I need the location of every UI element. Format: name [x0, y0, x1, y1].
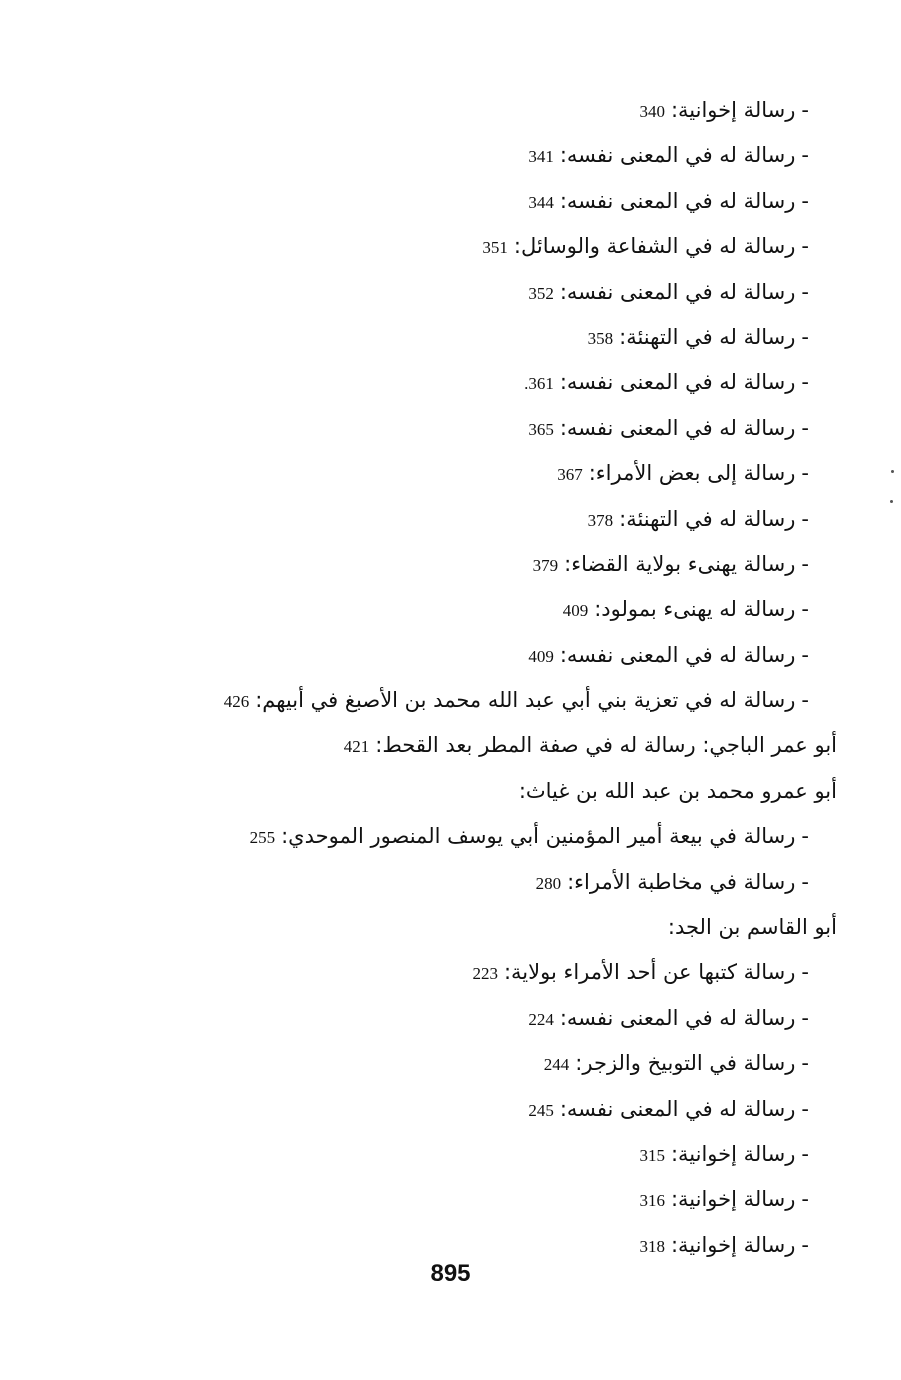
index-entry: [57, 133, 837, 178]
page-reference: 280: [535, 873, 562, 893]
entry-text: أبو القاسم بن الجد:: [667, 915, 837, 940]
entry-text: رسالة له في التهنئة:: [619, 506, 796, 531]
index-entry: [57, 315, 837, 360]
index-entry: [57, 360, 837, 405]
entry-marker: -: [801, 551, 809, 576]
page-reference: 255: [249, 828, 276, 848]
entry-marker: -: [801, 279, 809, 304]
entry-text: رسالة له في المعنى نفسه:: [559, 642, 796, 667]
page-reference: 367: [557, 465, 583, 485]
entry-text: رسالة إخوانية:: [670, 98, 796, 122]
page-reference: 358: [587, 328, 614, 348]
page-reference: 426: [223, 692, 250, 712]
page-reference: 361.: [524, 374, 554, 394]
page-reference: 365: [528, 419, 554, 439]
index-entry: [57, 88, 837, 133]
page-reference: 316: [639, 1191, 665, 1211]
entry-marker: -: [801, 1232, 809, 1257]
entry-marker: -: [801, 1005, 809, 1030]
index-entry: [57, 451, 837, 496]
entry-marker: -: [801, 1141, 809, 1166]
entry-marker: -: [801, 1187, 809, 1212]
page-reference: 352: [528, 283, 554, 303]
entry-marker: -: [801, 98, 809, 122]
index-heading-entry: [57, 905, 837, 950]
entry-marker: -: [801, 1051, 809, 1076]
entry-text: رسالة في مخاطبة الأمراء:: [567, 869, 796, 894]
entry-marker: -: [801, 597, 809, 622]
entry-text: رسالة له في المعنى نفسه:: [559, 1096, 796, 1121]
entry-marker: -: [801, 370, 809, 395]
index-entry: [57, 587, 837, 632]
entry-text: رسالة له في المعنى نفسه:: [559, 188, 796, 213]
page-reference: 341: [528, 147, 554, 167]
entry-text: رسالة له في التهنئة:: [619, 324, 796, 349]
index-entry: [57, 814, 837, 859]
page-reference: 421: [343, 737, 370, 757]
entry-marker: -: [801, 1096, 809, 1121]
entry-marker: -: [801, 824, 809, 849]
entry-text: رسالة يهنىء بولاية القضاء:: [564, 551, 796, 576]
entry-text: رسالة في التوبيخ والزجر:: [575, 1051, 796, 1076]
index-entry: [57, 678, 837, 723]
entry-text: رسالة في بيعة أمير المؤمنين أبي يوسف المنصور الموحدي:: [281, 824, 796, 849]
entry-text: أبو عمرو محمد بن عبد الله بن غياث:: [518, 778, 837, 803]
entry-marker: -: [801, 642, 809, 667]
entry-marker: -: [801, 415, 809, 440]
entry-text: رسالة إخوانية:: [670, 1187, 796, 1212]
page-reference: 224: [528, 1009, 554, 1029]
page-reference: 409: [562, 601, 589, 621]
index-entry: [57, 633, 837, 678]
entry-text: رسالة له في الشفاعة والوسائل:: [513, 234, 796, 259]
index-entry: [57, 1041, 837, 1086]
index-entry: [57, 860, 837, 905]
page-reference: 315: [639, 1145, 665, 1165]
entry-marker: -: [801, 506, 809, 531]
page-reference: 351: [482, 238, 508, 258]
entry-text: رسالة إلى بعض الأمراء:: [588, 461, 796, 486]
entry-text: رسالة له في المعنى نفسه:: [559, 1005, 796, 1030]
scan-speck: [890, 500, 893, 503]
entry-text: رسالة كتبها عن أحد الأمراء بولاية:: [503, 960, 796, 985]
index-entry: [57, 1132, 837, 1177]
index-heading-entry: [57, 769, 837, 814]
index-entry: [57, 497, 837, 542]
page-reference: 378: [587, 510, 614, 530]
scan-speck: [891, 470, 894, 473]
entry-marker: -: [801, 461, 809, 486]
index-entry: [57, 1087, 837, 1132]
page-reference: 379: [532, 555, 559, 575]
entry-text: رسالة له يهنىء بمولود:: [594, 597, 796, 622]
entry-marker: -: [801, 960, 809, 985]
page-reference: 318: [639, 1236, 665, 1256]
entry-marker: -: [801, 324, 809, 349]
index-entry: [57, 270, 837, 315]
page-reference: 244: [543, 1055, 570, 1075]
page-reference: 223: [472, 964, 498, 984]
entry-text: أبو عمر الباجي: رسالة له في صفة المطر بعد القحط:: [375, 733, 837, 758]
entry-text: رسالة له في المعنى نفسه:: [559, 143, 796, 168]
entry-text: رسالة له في المعنى نفسه:: [559, 279, 796, 304]
index-entry: [57, 950, 837, 995]
page-reference: 340: [639, 102, 665, 121]
entry-text: رسالة له في تعزية بني أبي عبد الله محمد بن الأصبغ في أبيهم:: [255, 688, 796, 713]
index-entry: [57, 996, 837, 1041]
page-reference: 344: [528, 192, 554, 212]
entry-marker: -: [801, 143, 809, 168]
index-entry: [57, 224, 837, 269]
index-heading-entry: [57, 723, 837, 768]
entry-text: رسالة إخوانية:: [670, 1141, 796, 1166]
index-entries: [57, 88, 837, 1268]
entry-marker: -: [801, 869, 809, 894]
index-entry: [57, 1177, 837, 1222]
page-number: 895: [430, 1260, 471, 1287]
page-reference: 409: [528, 646, 554, 666]
entry-marker: -: [801, 188, 809, 213]
entry-text: رسالة له في المعنى نفسه:: [559, 370, 796, 395]
page-reference: 245: [528, 1100, 554, 1120]
index-entry: [57, 406, 837, 451]
index-entry: [57, 542, 837, 587]
entry-marker: -: [801, 688, 809, 713]
entry-text: رسالة إخوانية:: [670, 1232, 796, 1257]
entry-marker: -: [801, 234, 809, 259]
entry-text: رسالة له في المعنى نفسه:: [559, 415, 796, 440]
index-entry: [57, 179, 837, 224]
